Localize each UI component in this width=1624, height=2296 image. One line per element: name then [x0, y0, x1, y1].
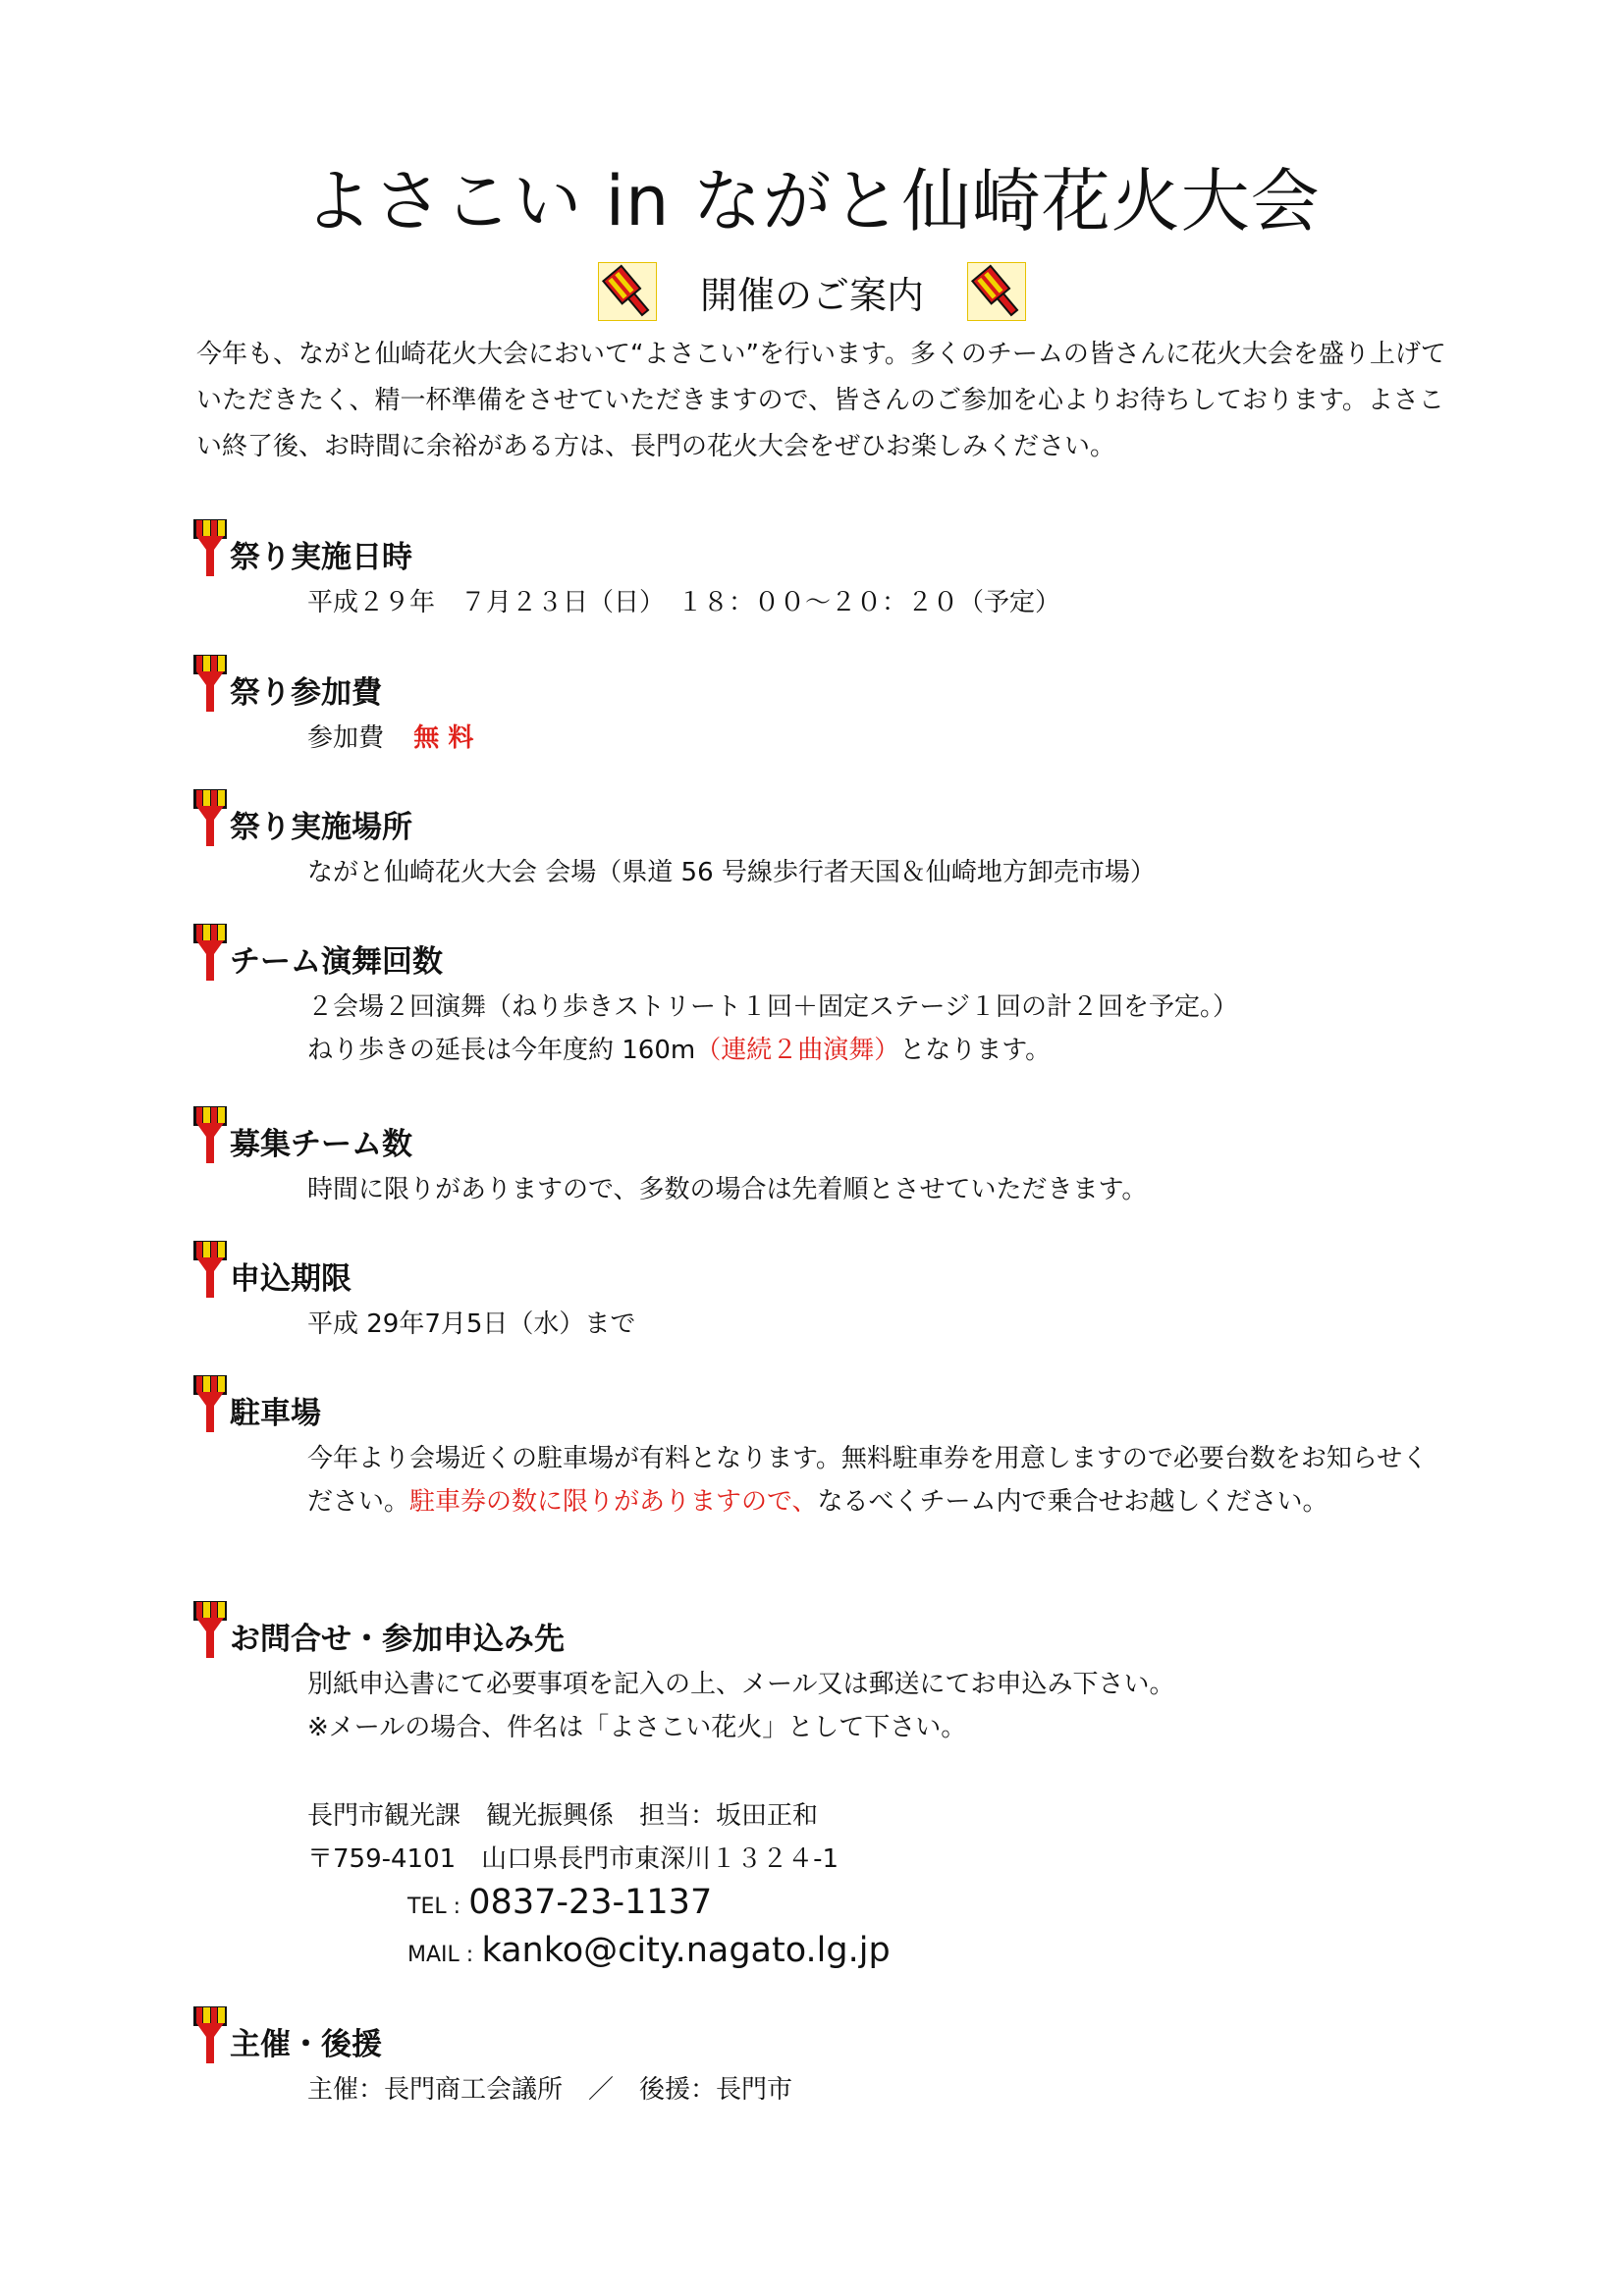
parking-text: 今年より会場近くの駐車場が有料となります。無料駐車券を用意しますので必要台数をお知らせください。: [307, 1444, 1429, 1517]
naruko-clapper-icon: [192, 654, 228, 713]
parking-warning: 駐車券の数に限りがありますので、: [409, 1487, 818, 1517]
naruko-clapper-icon: [192, 1374, 228, 1433]
section-text: [307, 717, 1469, 760]
section-heading: チーム演舞回数: [230, 944, 443, 980]
contact-tel: [307, 1881, 1469, 1929]
section-heading: 祭り実施日時: [230, 540, 412, 575]
tel-number: 0837-23-1137: [468, 1883, 713, 1922]
line2-text-end: となります。: [899, 1036, 1052, 1065]
parking-text-end: なるべくチーム内で乗合せお越しください。: [817, 1487, 1328, 1517]
section-text: [307, 986, 1469, 1072]
section-deadline: [192, 1240, 1469, 1346]
section-heading: 申込期限: [230, 1261, 352, 1297]
section-text: [307, 1437, 1435, 1523]
section-place: [192, 788, 1469, 894]
fee-prefix: 参加費: [307, 723, 385, 753]
section-contact: [192, 1600, 1469, 1977]
section-date: [192, 518, 1469, 624]
section-heading: お問合せ・参加申込み先: [230, 1622, 565, 1657]
section-text: [307, 1663, 1469, 1977]
section-heading: 駐車場: [230, 1396, 321, 1431]
contact-line2: ※メールの場合、件名は「よさこい花火」として下さい。: [307, 1713, 967, 1742]
section-fee: [192, 654, 1469, 760]
page-title: よさこい in ながと仙崎花火大会: [303, 161, 1321, 241]
section-teams: [192, 1105, 1469, 1211]
section-heading: 募集チーム数: [230, 1127, 412, 1162]
contact-line1: 別紙申込書にて必要事項を記入の上、メール又は郵送にてお申込み下さい。: [307, 1670, 1175, 1699]
section-heading: 主催・後援: [230, 2027, 382, 2062]
naruko-icon: [598, 262, 657, 321]
naruko-icon: [967, 262, 1026, 321]
line2-text: ねり歩きの延長は今年度約 160m: [307, 1036, 696, 1065]
subtitle-row: [0, 257, 1624, 326]
section-heading: 祭り参加費: [230, 675, 382, 711]
contact-mail: [307, 1929, 1469, 1977]
naruko-clapper-icon: [192, 2005, 228, 2064]
tel-label: TEL :: [407, 1895, 461, 1919]
section-organizer: [192, 2005, 1469, 2111]
section-parking: [192, 1374, 1469, 1523]
naruko-clapper-icon: [192, 788, 228, 847]
performance-line1: ２会場２回演舞（ねり歩きストリート１回＋固定ステージ１回の計２回を予定。）: [307, 992, 1238, 1022]
section-text: 平成２９年 ７月２３日（日） １８：００～２０：２０（予定）: [307, 588, 1061, 617]
naruko-clapper-icon: [192, 518, 228, 577]
section-text: ながと仙崎花火大会 会場（県道 56 号線歩行者天国＆仙崎地方卸売市場）: [307, 858, 1156, 887]
contact-address: 〒759-4101 山口県長門市東深川１３２４-1: [307, 1844, 839, 1874]
naruko-clapper-icon: [192, 1240, 228, 1299]
mail-address[interactable]: kanko@city.nagato.lg.jp: [481, 1931, 891, 1970]
fee-value: 無 料: [413, 723, 474, 753]
section-text: 時間に限りがありますので、多数の場合は先着順とさせていただきます。: [307, 1175, 1148, 1204]
performance-line2: [307, 1029, 1469, 1072]
naruko-clapper-icon: [192, 1600, 228, 1659]
subtitle: 開催のご案内: [699, 273, 924, 317]
naruko-clapper-icon: [192, 923, 228, 982]
naruko-clapper-icon: [192, 1105, 228, 1164]
section-performance: [192, 923, 1469, 1072]
line2-highlight: （連続２曲演舞）: [695, 1036, 900, 1065]
section-text: 主催：長門商工会議所 ／ 後援：長門市: [307, 2075, 793, 2105]
contact-office: 長門市観光課 観光振興係 担当：坂田正和: [307, 1801, 819, 1831]
section-text: 平成 29年7月5日（水）まで: [307, 1309, 636, 1339]
mail-label: MAIL :: [407, 1943, 474, 1967]
intro-text: 今年も、ながと仙崎花火大会において“よさこい”を行います。多くのチームの皆さんに花火大会を盛り上げていただきたく、精一杯準備をさせていただきますので、皆さんのご参加を心よりお待ちしております。よさこい終了後、お時間に余裕がある方は、長門の花火大会をぜひお楽しみください。: [196, 340, 1446, 461]
section-heading: 祭り実施場所: [230, 810, 412, 845]
